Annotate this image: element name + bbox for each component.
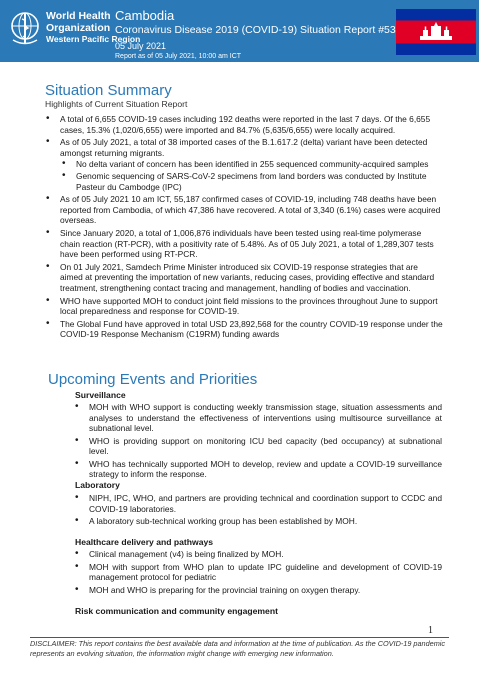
surveillance-item: • WHO has technically supported MOH to develop, review and update a COVID-19 surveillance strategy to inform the response. (89, 459, 442, 480)
cambodia-flag-icon (396, 9, 476, 55)
summary-sub-bullet: • Genomic sequencing of SARS-CoV-2 specimens from land borders was conducted by Institute Pasteur du Cambodge (IPC) (76, 171, 443, 192)
summary-bullet (60, 137, 443, 192)
healthcare-heading: Healthcare delivery and pathways (75, 537, 214, 547)
summary-bullet: • A total of 6,655 COVID-19 cases including 192 deaths were reported in the last 7 days. Of the 6,655 cases, 15.3% (1,020/6,655) were imported and 84.7% (5,635/6,655) were locally acquired. (60, 114, 443, 135)
summary-bullet-list (60, 114, 443, 342)
surveillance-list (89, 402, 442, 482)
summary-bullet: • Since January 2020, a total of 1,006,876 individuals have been tested using real-time polymerase chain reaction (RT-PCR), with a positivity rate of 5.48%. As of 05 July 2021, a total of 1,289,307 tests have been performed using RT-PCR. (60, 228, 443, 260)
summary-bullet: • The Global Fund have approved in total USD 23,892,568 for the country COVID-19 response under the COVID-19 Response Mechanism (C19RM) funding awards (60, 319, 443, 340)
healthcare-item: • MOH with support from WHO plan to update IPC guideline and development of COVID-19 management protocol for pediatric (89, 562, 442, 583)
footer-divider (30, 637, 449, 638)
country-title: Cambodia (115, 8, 175, 23)
laboratory-item: • NIPH, IPC, WHO, and partners are providing technical and coordination support to CCDC and COVID-19 laboratories. (89, 493, 442, 514)
org-region: Western Pacific Region (46, 34, 141, 44)
report-header-banner (0, 0, 479, 62)
healthcare-item: • Clinical management (v4) is being finalized by MOH. (89, 549, 442, 560)
healthcare-item: • MOH and WHO is preparing for the provincial training on oxygen therapy. (89, 585, 442, 596)
report-as-of: Report as of 05 July 2021, 10:00 am ICT (115, 53, 242, 60)
healthcare-list (89, 549, 442, 597)
summary-bullet: • WHO have supported MOH to conduct joint field missions to the provinces throughout June to support local preparedness and response for COVID-19. (60, 296, 443, 317)
laboratory-list (89, 493, 442, 529)
org-name-line2: Organization (46, 21, 111, 34)
report-title: Coronavirus Disease 2019 (COVID-19) Situation Report #53 (115, 24, 396, 36)
summary-sub-bullet: • No delta variant of concern has been identified in 255 sequenced community-acquired samples (76, 159, 443, 170)
disclaimer-text: DISCLAIMER: This report contains the best available data and information at the time of publication. As the COVID-19 pandemic represents an evolving situation, the information might change with emerging new information. (30, 639, 446, 658)
summary-bullet: • As of 05 July 2021 10 am ICT, 55,187 confirmed cases of COVID-19, including 748 deaths have been reported from Cambodia, of which 47,386 have recovered. A total of 3,340 (6.1%) cases were acquired overseas. (60, 194, 443, 226)
laboratory-heading: Laboratory (75, 480, 120, 490)
page-number: 1 (428, 625, 433, 636)
surveillance-item: • WHO is providing support on monitoring ICU bed capacity (bed occupancy) at subnational level. (89, 436, 442, 457)
surveillance-heading: Surveillance (75, 390, 126, 400)
summary-bullet-text: As of 05 July 2021, a total of 38 imported cases of the B.1.617.2 (delta) variant have been detected amongst returning migrants. (60, 137, 428, 158)
risk-communication-heading: Risk communication and community engagement (75, 606, 278, 616)
situation-summary-subtitle: Highlights of Current Situation Report (45, 99, 188, 109)
upcoming-events-heading: Upcoming Events and Priorities (48, 371, 258, 388)
laboratory-item: • A laboratory sub-technical working group has been established by MOH. (89, 516, 442, 527)
summary-sub-bullet-list (76, 159, 443, 192)
situation-summary-heading: Situation Summary (45, 82, 172, 99)
surveillance-item: • MOH with WHO support is conducting weekly transmission stage, situation assessments and analyses to understand the effectiveness of interventions using multisource surveillance at subnational level. (89, 402, 442, 434)
summary-bullet: • On 01 July 2021, Samdech Prime Minister introduced six COVID-19 response strategies that are aimed at preventing the importation of new variants, reducing cases, providing effective and standard treatment, strengthening contact tracing and management, handling of bodies and vaccination. (60, 262, 443, 294)
who-emblem-icon (8, 10, 42, 48)
org-name-line1: World Health (46, 10, 111, 22)
report-date: 05 July 2021 (115, 41, 167, 51)
